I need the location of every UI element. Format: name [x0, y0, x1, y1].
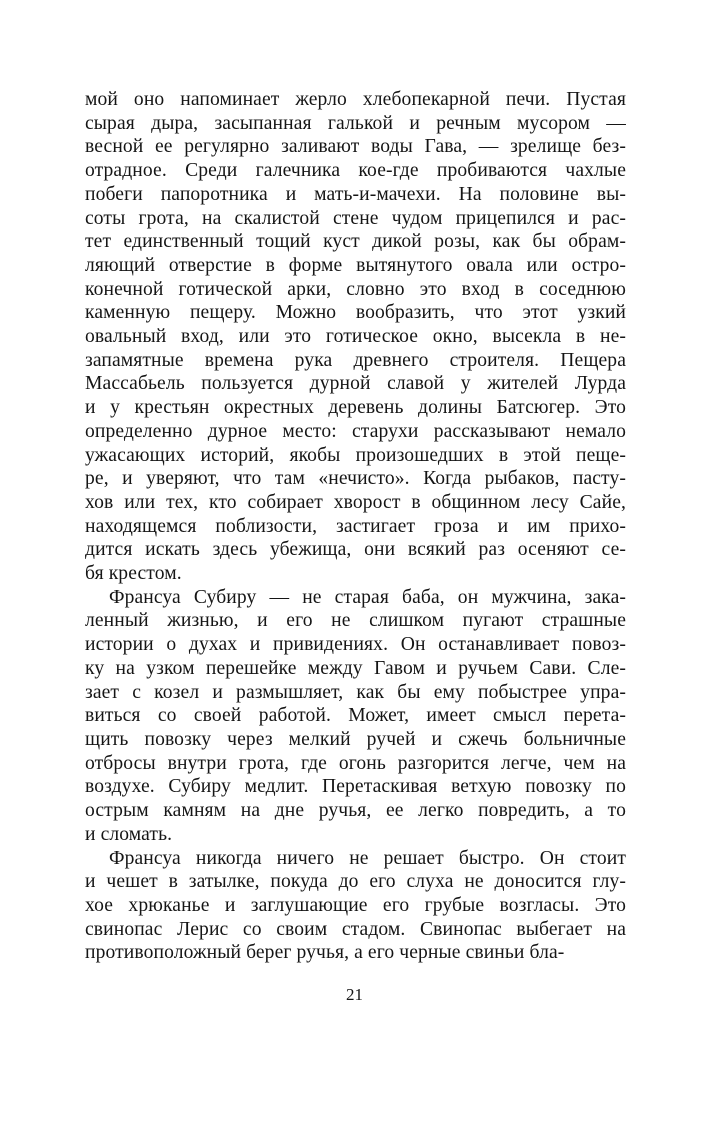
text-line: каменную пещеру. Можно вообразить, что этот узкий — [85, 302, 626, 324]
text-line: щить повозку через мелкий ручей и сжечь больничные — [85, 728, 626, 750]
text-line: побеги папоротника и мать-и-мачехи. На половине вы- — [85, 183, 626, 205]
text-line: и чешет в затылке, покуда до его слуха не доносится глу- — [85, 871, 626, 893]
paragraph — [85, 847, 626, 966]
text-line: противоположный берег ручья, а его черные свиньи бла- — [85, 942, 565, 964]
text-line: тет единственный тощий куст дикой розы, как бы обрам- — [85, 231, 626, 253]
text-line: определенно дурное место: старухи рассказывают немало — [85, 420, 626, 442]
text-line: находящемся поблизости, застигает гроза и им прихо- — [85, 515, 626, 537]
text-line: и у крестьян окрестных деревень долины Батсюгер. Это — [85, 397, 626, 419]
text-line: бя крестом. — [85, 563, 182, 585]
text-line: свинопас Лерис со своим стадом. Свинопас выбегает на — [85, 918, 626, 940]
text-line: дится искать здесь убежища, они всякий раз осеняют се- — [85, 539, 626, 561]
page-text — [85, 88, 626, 965]
page-number: 21 — [346, 985, 363, 1004]
paragraph — [85, 586, 626, 847]
text-line: ку на узком перешейке между Гавом и ручьем Сави. Сле- — [85, 657, 626, 679]
text-line: овальный вход, или это готическое окно, высекла в не- — [85, 326, 626, 348]
text-line: ленный жизнью, и его не слишком пугают страшные — [85, 610, 626, 632]
text-line: ужасающих историй, якобы произошедших в этой пеще- — [85, 444, 626, 466]
text-line: Массабьель пользуется дурной славой у жителей Лурда — [85, 373, 626, 395]
text-line: хое хрюканье и заглушающие его грубые возгласы. Это — [85, 894, 626, 916]
text-line: отрадное. Среди галечника кое-где пробиваются чахлые — [85, 160, 626, 182]
text-line: запамятные времена рука древнего строителя. Пещера — [85, 349, 626, 371]
text-line: соты грота, на скалистой стене чудом прицепился и рас- — [85, 207, 626, 229]
text-line: мой оно напоминает жерло хлебопекарной печи. Пустая — [85, 89, 626, 110]
text-line: острым камням на дне ручья, ее легко повредить, а то — [85, 800, 626, 822]
text-line: воздухе. Субиру медлит. Перетаскивая ветхую повозку по — [85, 776, 626, 798]
text-line: весной ее регулярно заливают воды Гава, — зрелище без- — [85, 136, 626, 158]
text-line: ре, и уверяют, что там «нечисто». Когда рыбаков, пасту- — [85, 468, 626, 490]
text-line: ляющий отверстие в форме вытянутого овала или остро- — [85, 254, 626, 276]
text-line: и сломать. — [85, 823, 173, 845]
paragraph — [85, 88, 626, 586]
text-line: Франсуа Субиру — не старая баба, он мужчина, зака- — [109, 586, 626, 608]
text-line: отбросы внутри грота, где огонь разгорится легче, чем на — [85, 752, 626, 774]
text-line: конечной готической арки, словно это вход в соседнюю — [85, 278, 626, 300]
text-line: зает с козел и размышляет, как бы ему побыстрее упра- — [85, 681, 626, 703]
text-line: сырая дыра, засыпанная галькой и речным мусором — — [85, 112, 626, 134]
text-line: виться со своей работой. Может, имеет смысл перета- — [85, 705, 626, 727]
text-line: Франсуа никогда ничего не решает быстро. Он стоит — [109, 847, 626, 869]
text-line: истории о духах и привидениях. Он останавливает повоз- — [85, 634, 626, 656]
text-line: хов или тех, кто собирает хворост в общинном лесу Сайе, — [85, 491, 626, 513]
